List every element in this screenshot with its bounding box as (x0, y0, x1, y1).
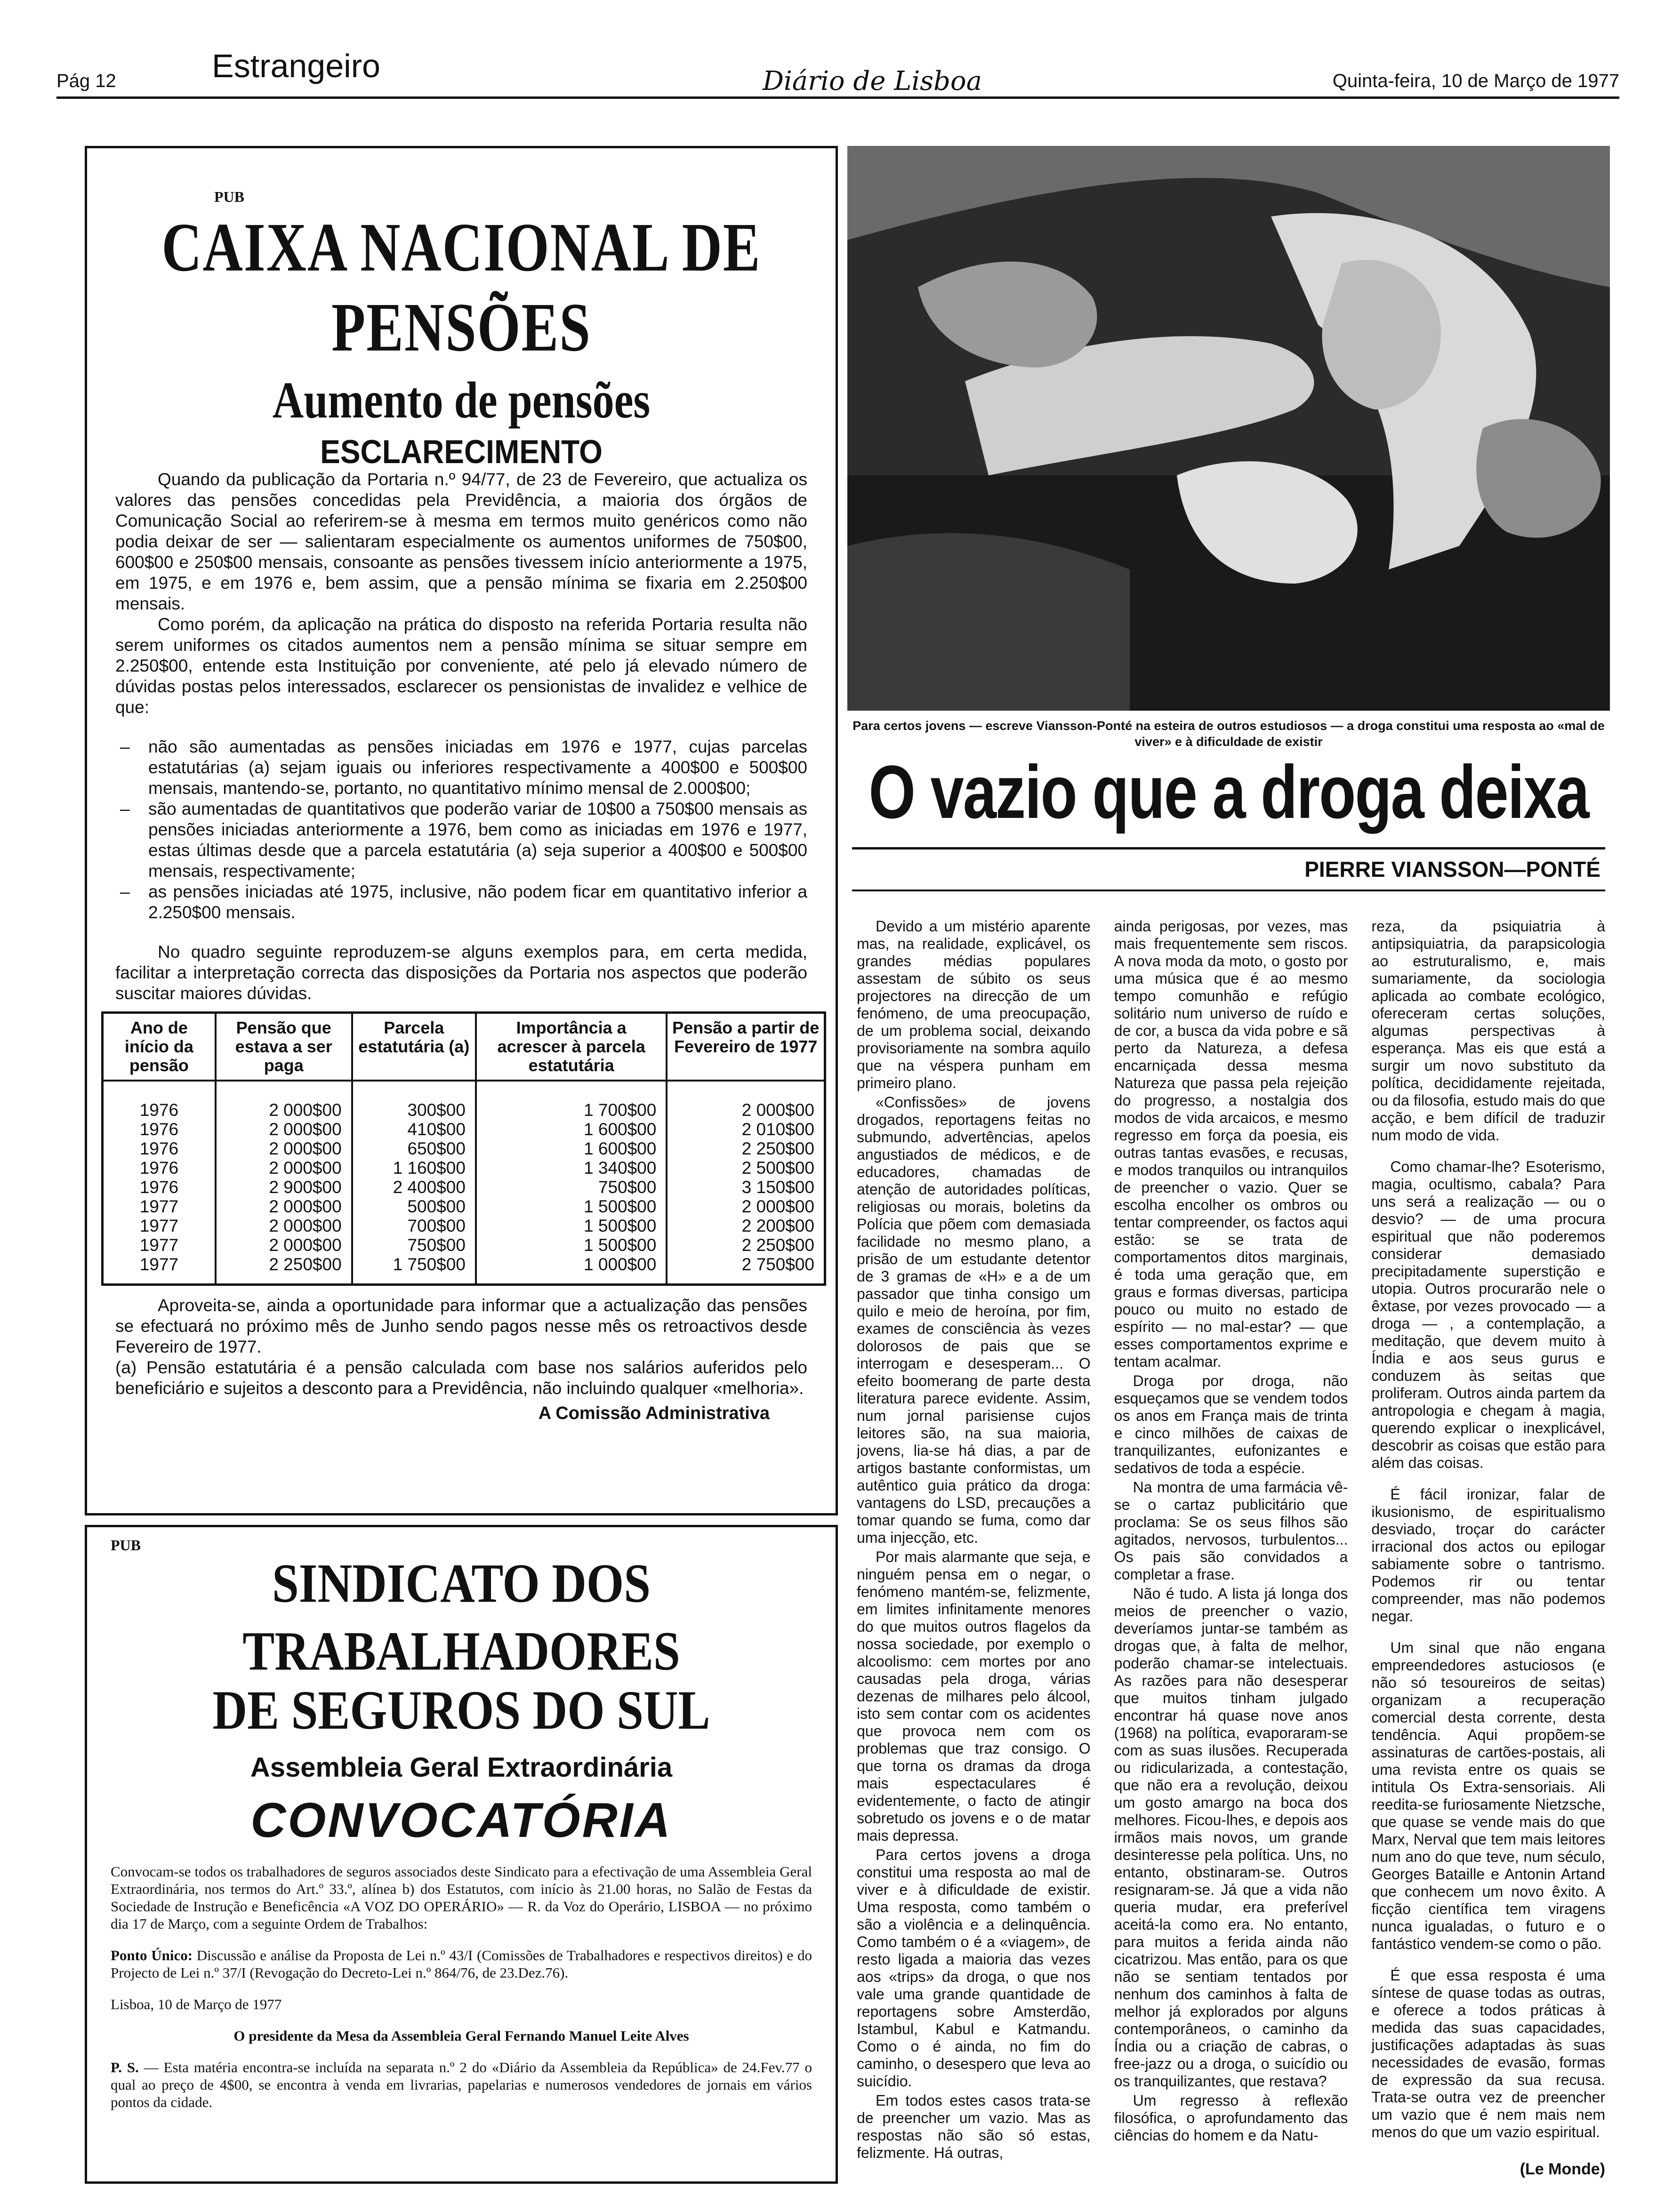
table-cell: 1976 (103, 1081, 216, 1120)
table-cell: 2 000$00 (216, 1081, 352, 1120)
table-row (103, 1081, 825, 1120)
ad-bullet: – as pensões iniciadas até 1975, inclusive, não podem ficar em quantitativo inferior a 2.250$00 mensais. (148, 882, 807, 923)
article-photo (847, 146, 1610, 711)
ad-paragraph: No quadro seguinte reproduzem-se alguns exemplos para, em certa medida, facilitar a interpretação correcta das disposições da Portaria nos aspectos que poderão suscitar maiores dúvidas. (115, 942, 807, 1003)
article-column (1114, 918, 1348, 2188)
table-cell: 1 000$00 (476, 1255, 667, 1285)
table-cell: 2 000$00 (216, 1216, 352, 1235)
table-cell: 2 250$00 (216, 1255, 352, 1285)
ad-paragraph: Como porém, da aplicação na prática do disposto na referida Portaria resulta não serem uniformes os citados aumentos nem a pensão mínima se situar sempre em 2.250$00, entende esta Instituição por conveniente, até pelo já elevado número de dúvidas postas pelos interessados, esclarecer os pensionistas de invalidez e velhice de que: (115, 615, 807, 717)
article-headline: O vazio que a droga deixa (869, 750, 1589, 834)
table-row (103, 1158, 825, 1178)
article-paragraph: Para certos jovens a droga constitui uma resposta ao mal de viver e à dificuldade de existir. Uma resposta, como também o são a violência e a delinquência. Como também o é a «viagem», de resto ligada a maioria das vezes aos «trips» da droga, o que nos vale uma grande quantidade de reportagens sobre Amsterdão, Istambul, Kabul e Katmandu. Como o é ainda, no fim do caminho, o desespero que leva ao suicídio. (857, 1846, 1091, 2090)
article-paragraph: É que essa resposta é uma síntese de quase todas as outras, e oferece a todos práticas à medida das suas capacidades, justificações adaptadas às suas necessidades de evasão, formas de expressão da sua recusa. Trata-se outra vez de preencher um vazio que é nem mais nem menos do que um vazio espiritual. (1371, 1967, 1606, 2140)
article-paragraph: Por mais alarmante que seja, e ninguém pensa em o negar, o fenómeno mantém-se, felizmente, em limites infinitamente menores do que muitos outros flagelos da nossa sociedade, por exemplo o alcoolismo: cem mortes por ano causadas pela droga, várias dezenas de milhares pelo álcool, isto sem contar com os acidentes que provoca nem com os problemas que traz consigo. O que torna os dramas da droga mais espectaculares é evidentemente, o facto de atingir sobretudo os jovens e o de matar mais depressa. (857, 1548, 1091, 1844)
ad-bullet: – não são aumentadas as pensões iniciadas em 1976 e 1977, cujas parcelas estatutárias (a) sejam iguais ou inferiores respectivamente a 400$00 e 500$00 mensais, mantendo-se, portanto, no quantitativo mínimo mensal de 2.000$00; (148, 737, 807, 799)
table-cell: 1 500$00 (476, 1197, 667, 1216)
table-cell: 2 000$00 (216, 1120, 352, 1139)
article-column (1371, 918, 1605, 2188)
table-cell: 1 160$00 (352, 1158, 476, 1178)
divider (852, 847, 1605, 850)
table-header: Ano de início da pensão (103, 1013, 216, 1081)
table-cell: 1977 (103, 1255, 216, 1285)
table-cell: 1 600$00 (476, 1120, 667, 1139)
ad-subtitle: Assembleia Geral Extraordinária (250, 1752, 673, 1783)
ad-footnote: (a) Pensão estatutária é a pensão calculada com base nos salários auferidos pelo beneficiário e sujeitos a desconto para a Previdência, não incluindo qualquer «melhoria». (115, 1358, 807, 1398)
article-paragraph: «Confissões» de jovens drogados, reportagens feitas no submundo, advertências, apelos angustiados de médicos, e de educadores, chamadas de atenção de autoridades políticas, religiosas ou morais, boletins da Polícia que põem com demasiada facilidade no mesmo plano, a prisão de um estudante detentor de 3 gramas de «H» e a de um passador que tinha consigo um quilo e meio de heroína, por fim, exames de consciência às vezes dolorosos de pais que se interrogam e desesperam... O efeito boomerang de parte desta literatura parece evidente. Assim, num jornal parisiense cujos leitores são, na sua maioria, jovens, lia-se há dias, a par de artigos bastante conformistas, um autêntico guia prático da droga: vantagens do LSD, precauções a tomar quando se fuma, como dar uma injecção, etc. (857, 1094, 1091, 1546)
ad-paragraph: Quando da publicação da Portaria n.º 94/77, de 23 de Fevereiro, que actualiza os valores das pensões concedidas pela Previdência, a maioria dos órgãos de Comunicação Social ao referirem-se à mesma em termos muito genéricos como não podia deixar de ser — salientaram especialmente os aumentos uniformes de 750$00, 600$00 e 250$00 mensais, consoante as pensões tivessem início anteriormente a 1975, em 1975, e em 1976 e, bem assim, que a pensão mínima se fixaria em 2.250$00 mensais. (115, 470, 807, 613)
pub-label: PUB (111, 1537, 141, 1554)
agenda-label: Ponto Único: (111, 1947, 193, 1964)
ad-bullet-list (115, 737, 807, 923)
table-cell: 1 600$00 (476, 1139, 667, 1158)
pub-label: PUB (214, 188, 244, 205)
table-cell: 3 150$00 (667, 1178, 825, 1197)
table-cell: 750$00 (352, 1235, 476, 1255)
article-paragraph: Como chamar-lhe? Esoterismo, magia, ocultismo, cabala? Para uns será a realização — ou o desvio? — de uma procura espiritual que não poderemos considerar demasiado precipitadamente superstição e utopia. Outros procurarão nele o êxtase, por vezes provocado — a droga — , a contemplação, a meditação, que devem muito à Índia e aos seus gurus e conduzem às seitas que proliferam. Outros ainda partem da antropologia e chegam à magia, querendo explicar o inexplicável, descobrir as coisas que estão para além das coisas. (1371, 1158, 1606, 1471)
ad-bullet: – são aumentadas de quantitativos que poderão variar de 10$00 a 750$00 mensais as pensões iniciadas anteriormente a 1976, bem como as iniciadas em 1976 e 1977, estas últimas desde que a parcela estatutária (a) seja superior a 400$00 e 500$00 mensais, respectivamente; (148, 799, 807, 882)
table-cell: 2 200$00 (667, 1216, 825, 1235)
table-header: Pensão a partir de Fevereiro de 1977 (667, 1013, 825, 1081)
page-header (56, 19, 1619, 99)
ad-agenda (111, 1947, 812, 1981)
ad-title: CAIXA NACIONAL DE PENSÕES (161, 208, 761, 366)
ad-paragraph: Convocam-se todos os trabalhadores de seguros associados deste Sindicato para a efectivação de uma Assembleia Geral Extraordinária, nos termos do Art.º 33.º, alínea b) dos Estatutos, com início às 21.00 horas, no Salão de Festas da Sociedade de Instrução e Beneficência «A VOZ DO OPERÁRIO» — R. da Voz do Operário, LISBOA — no próximo dia 17 de Março, com a seguinte Ordem de Trabalhos: (111, 1863, 812, 1932)
table-cell: 2 250$00 (667, 1235, 825, 1255)
ad-title: SINDICATO DOS TRABALHADORES (242, 1553, 680, 1682)
article-paragraph: reza, da psiquiatria à antipsiquiatria, da parapsicologia ao estruturalismo, e, mais sumariamente, da sociologia aplicada ao combate ecológico, ofereceram certas soluções, algumas perspectivas à esperança. Mas eis que está a surgir um novo substituto da política, decididamente rejeitada, ou da filosofia, estudo mais do que acção, e bem difícil de traduzir num modo de vida. (1371, 918, 1606, 1144)
article-paragraph: Não é tudo. A lista já longa dos meios de preencher o vazio, deveríamos juntar-se também as drogas que, à falta de melhor, poderão chamar-se intelectuais. As razões para não desesperar que muitos tinham julgado encontrar há quase nove anos (1968) na política, evaporaram-se com as suas ilusões. Recuperada ou ridicularizada, a contestação, que não era a revolução, deixou um gosto amargo na boca dos melhores. Ficou-lhes, e depois aos irmãos mais novos, um grande desinteresse pela política. Uns, no entanto, obstinaram-se. Outros resignaram-se. Já que a vida não queria mudar, era preferível aceitá-la como era. No entanto, para muitos a ferida ainda não cicatrizou. Mas então, para os que não se sentiam tentados por nenhum dos caminhos à falta de melhor já explorados por alguns contemporâneos, o caminho da Índia ou a criação de cabras, o free-jazz ou a droga, o suicídio ou os tranquilizantes, que restava? (1114, 1585, 1348, 2090)
article-byline: PIERRE VIANSSON—PONTÉ (1304, 857, 1601, 882)
table-header: Pensão que estava a ser paga (216, 1013, 352, 1081)
photo-illustration (847, 146, 1610, 711)
table-cell: 1976 (103, 1139, 216, 1158)
table-cell: 1976 (103, 1158, 216, 1178)
table-cell: 2 750$00 (667, 1255, 825, 1285)
pension-table (101, 1011, 826, 1286)
table-cell: 2 000$00 (216, 1197, 352, 1216)
table-body (103, 1081, 825, 1285)
table-cell: 1 700$00 (476, 1081, 667, 1120)
table-cell: 2 900$00 (216, 1178, 352, 1197)
table-row (103, 1120, 825, 1139)
ad-date: Lisboa, 10 de Março de 1977 (111, 1996, 282, 2012)
ad-convocatoria: CONVOCATÓRIA (250, 1793, 672, 1848)
article-body (857, 918, 1605, 2188)
table-cell: 1977 (103, 1197, 216, 1216)
article-paragraph: Droga por droga, não esqueçamos que se vendem todos os anos em França mais de trinta e cinco milhões de caixas de tranquilizantes, eufonizantes e sedativos de toda a espécie. (1114, 1372, 1348, 1476)
agenda-text: Discussão e análise da Proposta de Lei n.º 43/I (Comissões de Trabalhadores e respectivos direitos) e do Projecto de Lei n.º 37/I (Revogação do Decreto-Lei n.º 864/76, de 23.Dez.76). (111, 1947, 812, 1981)
table-header: Importância a acrescer à parcela estatutária (476, 1013, 667, 1081)
table-cell: 1 340$00 (476, 1158, 667, 1178)
ad-subtitle-2: ESCLARECIMENTO (320, 433, 603, 471)
newspaper-name: Diário de Lisboa (763, 66, 982, 96)
table-row (103, 1255, 825, 1285)
article-column (857, 918, 1091, 2188)
ad-subtitle: Aumento de pensões (272, 371, 651, 429)
ad-signature: A Comissão Administrativa (538, 1403, 770, 1423)
table-cell: 650$00 (352, 1139, 476, 1158)
table-cell: 2 400$00 (352, 1178, 476, 1197)
table-cell: 1976 (103, 1120, 216, 1139)
table-header: Parcela estatutária (a) (352, 1013, 476, 1081)
table-cell: 1977 (103, 1216, 216, 1235)
ad-sindicato (85, 1525, 838, 2184)
article-paragraph: Um regresso à reflexão filosófica, o aprofundamento das ciências do homem e da Natu- (1114, 2092, 1348, 2144)
ad-postscript (111, 2059, 812, 2111)
table-header-row (103, 1013, 825, 1081)
photo-caption: Para certos jovens — escreve Viansson-Ponté na esteira de outros estudiosos — a droga constitui uma resposta ao «mal de viver» e à dificuldade de existir (853, 719, 1605, 749)
table-cell: 300$00 (352, 1081, 476, 1120)
article-source: (Le Monde) (1520, 2160, 1605, 2178)
table-cell: 2 000$00 (216, 1158, 352, 1178)
ps-label: P. S. (111, 2059, 139, 2076)
ps-text: — Esta matéria encontra-se incluída na separata n.º 2 do «Diário da Assembleia da República» de 24.Fev.77 o qual ao preço de 4$00, se encontra à venda em livrarias, papelarias e numerosos vendedores de jornais em vários pontos da cidade. (111, 2059, 812, 2110)
issue-date: Quinta-feira, 10 de Março de 1977 (1332, 71, 1619, 91)
table-row (103, 1197, 825, 1216)
article-paragraph: ainda perigosas, por vezes, mas mais frequentemente sem riscos. A nova moda da moto, o gosto por uma música que é ao mesmo tempo comunhão e refúgio solitário num universo de ruído e de cor, a busca da vida pobre e sã perto da Natureza, a defesa encarniçada dessa mesma Natureza que passa pela rejeição do progresso, a nostalgia dos modos de vida arcaicos, e mesmo regresso em força da poesia, eis outras tantas evasões, e recusas, e modos tranquilos ou intranquilos de preencher o vazio. Quer se escolha encolher os ombros ou tentar compreender, os factos aqui estão: se se trata de comportamentos ditos marginais, é toda uma geração que, em graus e formas diversas, participa pouco ou muito no estado de espírito — no mal-estar? — que esses comportamentos exprime e tentam acalmar. (1114, 918, 1348, 1370)
page-number: Pág 12 (56, 71, 116, 91)
article-paragraph: Em todos estes casos trata-se de preencher um vazio. Mas as respostas não são só estas, felizmente. Há outras, (857, 2092, 1091, 2161)
table-cell: 1 500$00 (476, 1235, 667, 1255)
table-cell: 750$00 (476, 1178, 667, 1197)
table-row (103, 1235, 825, 1255)
table-cell: 2 000$00 (667, 1197, 825, 1216)
table-cell: 2 000$00 (667, 1081, 825, 1120)
article-paragraph: Um sinal que não engana empreendedores astuciosos (e não só tesoureiros de seitas) organizam a recuperação comercial desta corrente, desta tendência. Aqui propõem-se assinaturas de cartões-postais, ali uma revista entre os quais se intitula Os Extra-sensoriais. Ali reedita-se furiosamente Nietzsche, que quase se vende mais do que Marx, Nerval que tem mais leitores num ano do que teve, num século, Georges Bataille e Antonin Artand que conhecem um novo êxito. A ficção científica tem viragens nunca igualadas, o futuro e o fantástico vendem-se como o pão. (1371, 1639, 1606, 1952)
section-name: Estrangeiro (212, 48, 380, 84)
table-cell: 1976 (103, 1178, 216, 1197)
table-cell: 2 000$00 (216, 1139, 352, 1158)
table-row (103, 1178, 825, 1197)
table-cell: 1 750$00 (352, 1255, 476, 1285)
article-paragraph: Devido a um mistério aparente mas, na realidade, explicável, os grandes médias populares assestam de súbito os seus projectores na direcção de um fenómeno, de uma preocupação, de um problema social, deixando provisoriamente na sombra aquilo que na véspera punham em primeiro plano. (857, 918, 1091, 1091)
table-cell: 700$00 (352, 1216, 476, 1235)
table-cell: 2 500$00 (667, 1158, 825, 1178)
table-cell: 2 010$00 (667, 1120, 825, 1139)
table-cell: 1 500$00 (476, 1216, 667, 1235)
table-cell: 410$00 (352, 1120, 476, 1139)
ad-caixa-nacional (85, 146, 838, 1515)
table-cell: 1977 (103, 1235, 216, 1255)
article-paragraph: Na montra de uma farmácia vê-se o cartaz publicitário que proclama: Se os seus filhos são agitados, nervosos, turbulentos... Os pais são convidados a completar a frase. (1114, 1479, 1348, 1583)
table-row (103, 1216, 825, 1235)
divider (852, 890, 1605, 891)
ad-president: O presidente da Mesa da Assembleia Geral Fernando Manuel Leite Alves (233, 2028, 689, 2044)
table-cell: 500$00 (352, 1197, 476, 1216)
ad-paragraph: Aproveita-se, ainda a oportunidade para informar que a actualização das pensões se efectuará no próximo mês de Junho sendo pagos nesse mês os retroactivos desde Fevereiro de 1977. (115, 1296, 807, 1356)
table-row (103, 1139, 825, 1158)
article-paragraph: É fácil ironizar, falar de ikusionismo, de espiritualismo desviado, troçar do carácter irracional dos actos ou epilogar sabiamente sobre o tantrismo. Podemos rir ou tentar compreender, mas não podemos negar. (1371, 1486, 1606, 1625)
ad-title: DE SEGUROS DO SUL (212, 1680, 710, 1741)
table-cell: 2 250$00 (667, 1139, 825, 1158)
table-cell: 2 000$00 (216, 1235, 352, 1255)
